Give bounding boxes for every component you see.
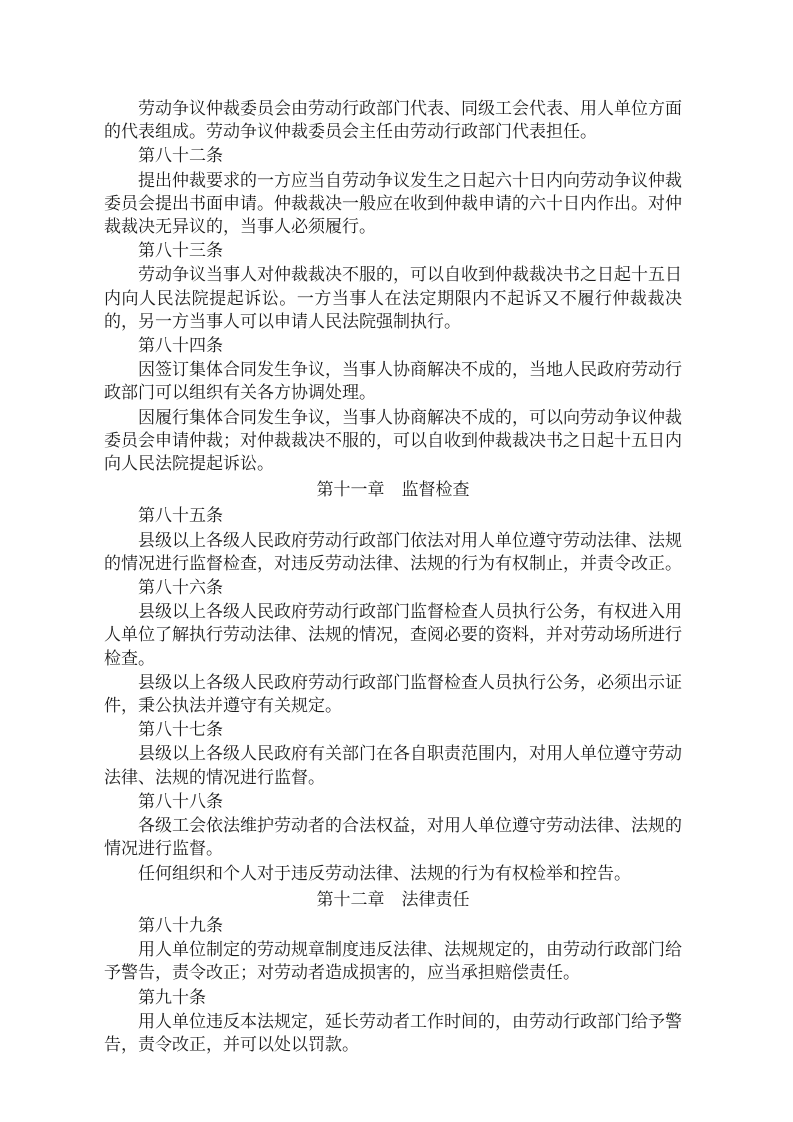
paragraph: 因签订集体合同发生争议，当事人协商解决不成的，当地人民政府劳动行政部门可以组织有关各方协调处理。	[104, 360, 682, 403]
document-content	[104, 96, 682, 1057]
paragraph: 任何组织和个人对于违反劳动法律、法规的行为有权检举和控告。	[138, 863, 631, 883]
chapter-heading: 第十一章 监督检查	[316, 480, 470, 500]
paragraph: 各级工会依法维护劳动者的合法权益，对用人单位遵守劳动法律、法规的情况进行监督。	[104, 816, 682, 859]
paragraph: 第八十九条	[138, 915, 223, 935]
paragraph: 县级以上各级人民政府劳动行政部门监督检查人员执行公务，必须出示证件，秉公执法并遵守有关规定。	[104, 672, 682, 716]
paragraph: 县级以上各级人民政府劳动行政部门依法对用人单位遵守劳动法律、法规的情况进行监督检查，对违反劳动法律、法规的行为有权制止，并责令改正。	[104, 530, 682, 573]
paragraph: 劳动争议仲裁委员会由劳动行政部门代表、同级工会代表、用人单位方面的代表组成。劳动争议仲裁委员会主任由劳动行政部门代表担任。	[104, 99, 682, 142]
paragraph: 提出仲裁要求的一方应当自劳动争议发生之日起六十日内向劳动争议仲裁委员会提出书面申请。仲裁裁决一般应在收到仲裁申请的六十日内作出。对仲裁裁决无异议的，当事人必须履行。	[104, 170, 682, 237]
paragraph: 第九十条	[138, 987, 206, 1007]
paragraph: 第八十六条	[138, 578, 223, 598]
paragraph: 第八十八条	[138, 791, 223, 811]
paragraph: 第八十五条	[138, 506, 223, 526]
paragraph: 第八十七条	[138, 720, 223, 740]
paragraph: 因履行集体合同发生争议，当事人协商解决不成的，可以向劳动争议仲裁委员会申请仲裁；对仲裁裁决不服的，可以自收到仲裁裁决书之日起十五日内向人民法院提起诉讼。	[104, 407, 682, 474]
paragraph: 县级以上各级人民政府劳动行政部门监督检查人员执行公务，有权进入用人单位了解执行劳动法律、法规的情况，查阅必要的资料，并对劳动场所进行检查。	[104, 602, 682, 668]
paragraph: 用人单位违反本法规定，延长劳动者工作时间的，由劳动行政部门给予警告，责令改正，并可以处以罚款。	[104, 1011, 682, 1054]
paragraph: 用人单位制定的劳动规章制度违反法律、法规规定的，由劳动行政部门给予警告，责令改正；对劳动者造成损害的，应当承担赔偿责任。	[104, 940, 682, 983]
paragraph: 第八十三条	[138, 241, 223, 261]
paragraph: 第八十四条	[138, 336, 223, 356]
paragraph: 第八十二条	[138, 146, 223, 166]
paragraph: 县级以上各级人民政府有关部门在各自职责范围内，对用人单位遵守劳动法律、法规的情况进行监督。	[104, 744, 682, 787]
paragraph: 劳动争议当事人对仲裁裁决不服的，可以自收到仲裁裁决书之日起十五日内向人民法院提起诉讼。一方当事人在法定期限内不起诉又不履行仲裁裁决的，另一方当事人可以申请人民法院强制执行。	[104, 265, 682, 331]
chapter-heading: 第十二章 法律责任	[316, 889, 470, 909]
